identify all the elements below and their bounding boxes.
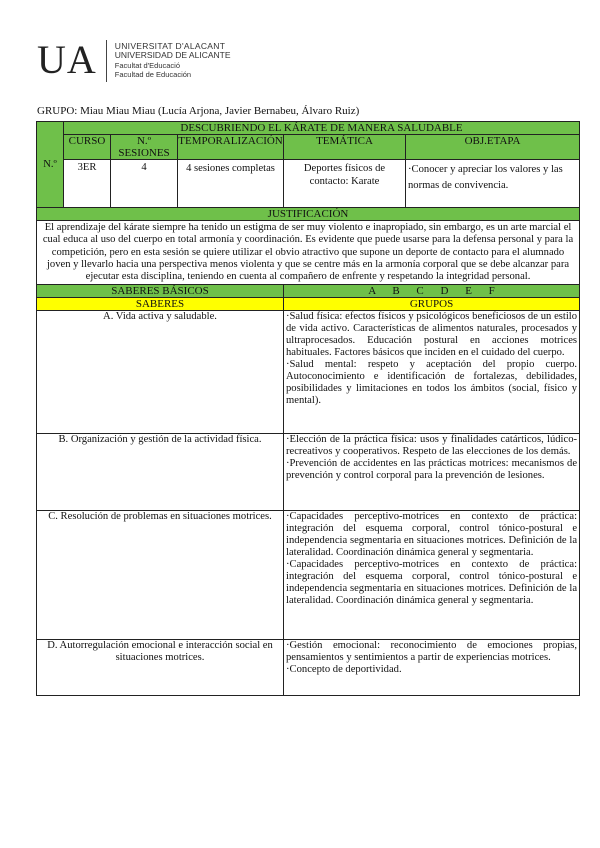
justificacion-title: JUSTIFICACIÓN [37,208,580,221]
justificacion-title-row [37,208,580,221]
table-row [37,311,580,434]
values-row [37,160,580,208]
university-logo [37,37,231,82]
content-item: ·Capacidades perceptivo-motrices en contexto de práctica: integración del esquema corporal, control tónico-postural e independencia segmentaria en situaciones motrices. Definición de la lateralidad. Coordinación dinámica general y segmentaria. [286,511,578,559]
col-sesiones: N.º SESIONES [111,135,178,160]
title-row [37,122,580,135]
col-temporalizacion: TEMPORALIZACIÓN [178,135,284,160]
saber-content [284,640,580,696]
group-line: GRUPO: Miau Miau Miau (Lucía Arjona, Javier Bernabeu, Álvaro Ruiz) [37,105,360,117]
saberes-basicos-row [37,285,580,298]
tematica-value: Deportes físicos de contacto: Karate [284,160,406,208]
curso-value: 3ER [64,160,111,208]
col-objetapa: OBJ.ETAPA [406,135,580,160]
faculty-name-valencian: Facultat d'Educació [114,60,180,70]
content-item: ·Salud mental: respeto y aceptación del propio cuerpo. Autoconocimiento e identificación de fortalezas, debilidades, posibilidades y limitaciones en todos los ámbitos (social, físico y mental). [286,359,578,407]
temporalizacion-value: 4 sesiones completas [178,160,284,208]
grupos-header: GRUPOS [284,298,580,311]
content-item: ·Concepto de deportividad. [286,664,402,676]
content-item: ·Capacidades perceptivo-motrices en contexto de práctica: integración del esquema corporal, control tónico-postural e independencia segmentaria en situaciones motrices. Definición de la lateralidad. Coordinación dinámica general y segmentaria. [286,559,578,607]
content-item: ·Salud física: efectos físicos y psicológicos beneficiosos de un estilo de vida activo. Características de alimentos naturales, procesados y ultraprocesados. Educación postural en acciones motrices habituales. Factores básicos que inciden en el cuidado del cuerpo. [286,311,578,359]
saber-name: D. Autorregulación emocional e interacción social en situaciones motrices. [37,640,284,696]
content-item: ·Prevención de accidentes en las prácticas motrices: mecanismos de prevención y control corporal para la prevención de lesiones. [286,458,578,482]
table-row [37,511,580,640]
university-name-valencian: UNIVERSITAT D'ALACANT [114,41,226,51]
logo-text [115,40,231,80]
table-row [37,640,580,696]
content-item: ·Gestión emocional: reconocimiento de emociones propias, pensamientos y sentimientos a partir de experiencias motrices. [286,640,578,664]
sesiones-value: 4 [111,160,178,208]
col-curso: CURSO [64,135,111,160]
objetapa-value: ·Conocer y apreciar los valores y las normas de convivencia. [406,160,580,208]
grupos-letters-header: A B C D E F [284,285,580,298]
saber-content [284,311,580,434]
column-header-row [37,135,580,160]
faculty-name-spanish: Facultad de Educación [114,70,192,80]
saberes-basicos-header: SABERES BÁSICOS [37,285,284,298]
main-title: DESCUBRIENDO EL KÁRATE DE MANERA SALUDABLE [64,122,580,135]
saberes-header: SABERES [37,298,284,311]
n-label: N.º [43,158,57,170]
saber-content [284,511,580,640]
saber-name: A. Vida activa y saludable. [37,311,284,434]
logo-divider [106,40,107,82]
saber-name: B. Organización y gestión de la actividad física. [37,434,284,511]
saber-content [284,434,580,511]
justificacion-text: El aprendizaje del kárate siempre ha tenido un estigma de ser muy violento e inapropiado, sin embargo, es un arte marcial el cual educa al uso del cuerpo en total armonía y coordinación. Es evidente que puede usarse para la defensa personal y para la competición, pero en esta sesión se quiere utilizar el obvio atractivo que supone un deporte de contacto para el alumnado joven y llevarlo hacia una perspectiva menos violenta y que se centre más en la armonía corporal que se debe alcanzar para ejecutar esta disciplina, teniendo en cuenta al compañero de enfrente y respetando la integridad personal. [37,221,580,285]
saberes-grupos-row [37,298,580,311]
table-row [37,434,580,511]
content-item: ·Elección de la práctica física: usos y finalidades catárticos, lúdico-recreativos y cooperativos. Respeto de las elecciones de los demás. [286,434,578,458]
saber-name: C. Resolución de problemas en situaciones motrices. [37,511,284,640]
n-label-cell [37,122,64,208]
col-tematica: TEMÁTICA [284,135,406,160]
university-name-spanish: UNIVERSIDAD DE ALICANTE [114,50,231,61]
logo-mark: UA [37,37,97,82]
session-table [36,121,580,696]
justificacion-row [37,221,580,285]
